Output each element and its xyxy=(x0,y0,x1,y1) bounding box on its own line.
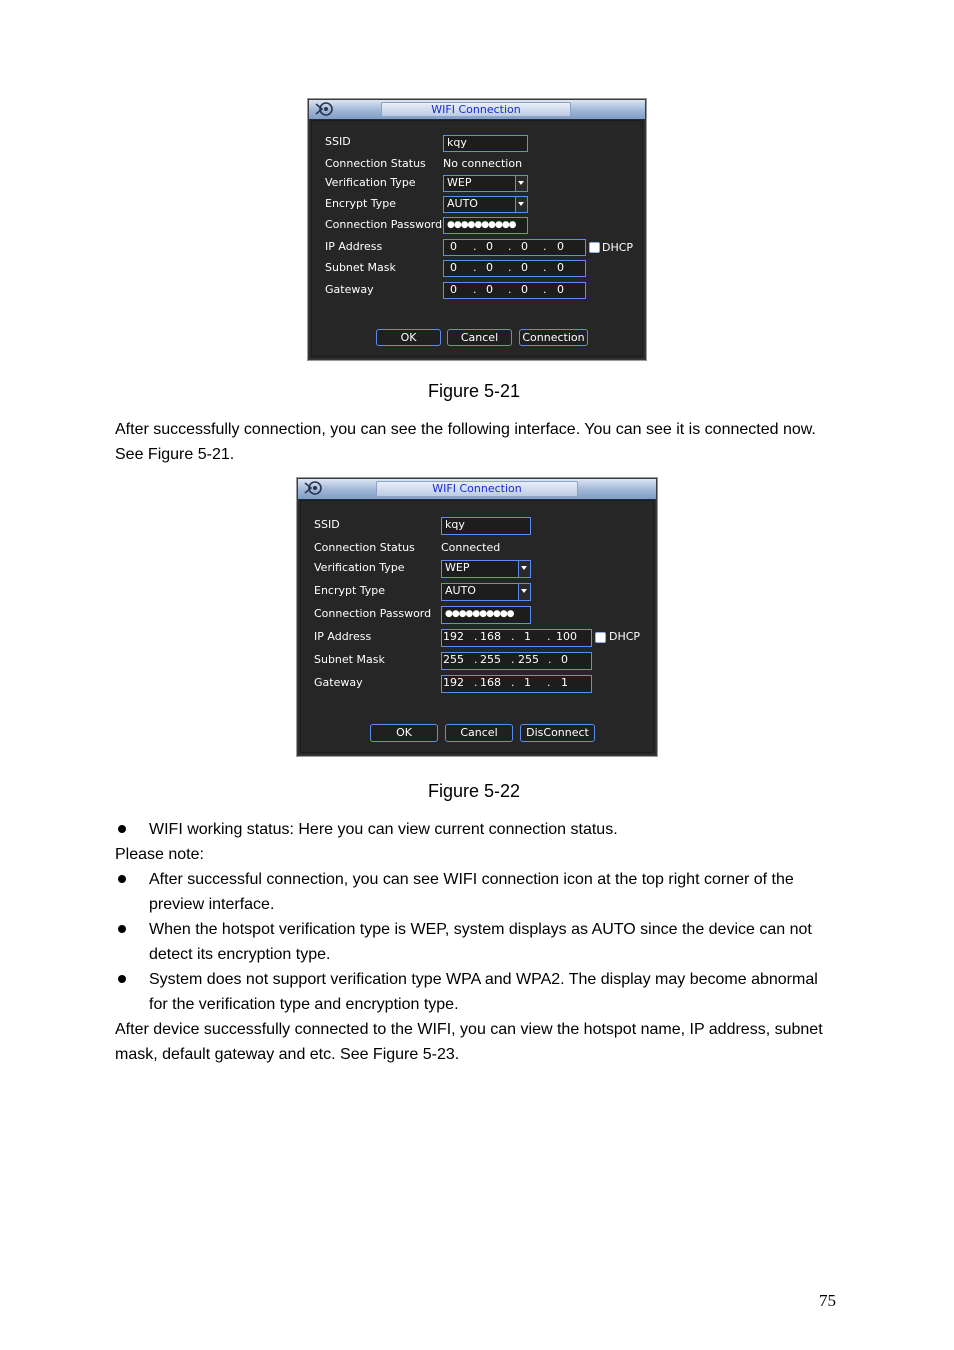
ssid-input[interactable]: kqy xyxy=(441,517,531,535)
mask-octet: 0 xyxy=(486,261,493,274)
connection-password-input[interactable]: ●●●●●●●●●● xyxy=(443,217,528,234)
connection-status-value: Connected xyxy=(441,541,501,554)
dialog-title: WIFI Connection xyxy=(381,102,571,117)
mask-separator: . xyxy=(508,261,512,274)
verification-type-select[interactable] xyxy=(441,560,531,578)
paragraph: After device successfully connected to the WIFI, you can view the hotspot name, IP address, subnet mask, default gateway and etc. See Figure 5-23. xyxy=(115,1021,823,1063)
dhcp-label: DHCP xyxy=(602,241,634,254)
connection-status-label: Connection Status xyxy=(314,541,415,554)
wifi-connection-dialog-connected xyxy=(297,478,657,756)
ssid-label: SSID xyxy=(325,135,351,148)
ssid-label: SSID xyxy=(314,518,340,531)
ip-octet: 168 xyxy=(480,630,501,643)
paragraph: After successfully connection, you can see the following interface. You can see it is connected now. See Figure 5-21. xyxy=(115,421,816,463)
mask-separator: . xyxy=(543,261,547,274)
dialog-title-bar xyxy=(309,100,645,120)
disconnect-button[interactable]: DisConnect xyxy=(520,724,595,742)
verification-type-label: Verification Type xyxy=(325,176,416,189)
encrypt-type-select[interactable] xyxy=(441,583,531,601)
cancel-button[interactable]: Cancel xyxy=(447,329,512,346)
ip-address-input[interactable] xyxy=(441,629,592,647)
mask-separator: . xyxy=(548,653,552,666)
chevron-down-icon xyxy=(515,197,527,212)
mask-octet: 255 xyxy=(443,653,464,666)
gateway-octet: 0 xyxy=(450,283,457,296)
gateway-input[interactable] xyxy=(441,675,592,693)
gateway-separator: . xyxy=(508,283,512,296)
verification-type-select[interactable] xyxy=(443,175,528,192)
mask-octet: 255 xyxy=(480,653,501,666)
mask-octet: 255 xyxy=(518,653,539,666)
gateway-separator: . xyxy=(511,676,515,689)
gateway-octet: 0 xyxy=(557,283,564,296)
gateway-label: Gateway xyxy=(314,676,363,689)
mask-separator: . xyxy=(473,261,477,274)
note-bullet-item: After successful connection, you can see WIFI connection icon at the top right corner of the preview interface. xyxy=(149,871,794,913)
bullet-item: WIFI working status: Here you can view current connection status. xyxy=(149,821,618,838)
ok-button[interactable]: OK xyxy=(370,724,438,742)
ip-octet: 0 xyxy=(557,240,564,253)
mask-separator: . xyxy=(474,653,478,666)
encrypt-type-select[interactable] xyxy=(443,196,528,213)
ip-separator: . xyxy=(547,630,551,643)
connection-button[interactable]: Connection xyxy=(519,329,588,346)
bullet-icon xyxy=(118,875,126,883)
connection-password-input[interactable]: ●●●●●●●●●● xyxy=(441,606,531,624)
subnet-mask-input[interactable] xyxy=(443,260,586,277)
gateway-label: Gateway xyxy=(325,283,374,296)
ip-separator: . xyxy=(511,630,515,643)
gateway-octet: 0 xyxy=(521,283,528,296)
subnet-mask-input[interactable] xyxy=(441,652,592,670)
encrypt-type-value: AUTO xyxy=(447,197,478,210)
bullet-icon xyxy=(118,975,126,983)
ip-address-label: IP Address xyxy=(325,240,383,253)
mask-octet: 0 xyxy=(557,261,564,274)
ip-octet: 192 xyxy=(443,630,464,643)
gateway-octet: 0 xyxy=(486,283,493,296)
encrypt-type-label: Encrypt Type xyxy=(325,197,397,210)
ip-octet: 100 xyxy=(556,630,577,643)
mask-separator: . xyxy=(511,653,515,666)
ip-separator: . xyxy=(543,240,547,253)
subnet-mask-label: Subnet Mask xyxy=(325,261,396,274)
gateway-separator: . xyxy=(547,676,551,689)
figure-caption: Figure 5-22 xyxy=(428,781,521,801)
ok-button[interactable]: OK xyxy=(376,329,441,346)
ip-octet: 0 xyxy=(521,240,528,253)
encrypt-type-value: AUTO xyxy=(445,584,476,597)
connection-status-value: No connection xyxy=(443,157,523,170)
chevron-down-icon xyxy=(518,561,530,577)
verification-type-value: WEP xyxy=(445,561,470,574)
dialog-body xyxy=(300,500,654,753)
ip-separator: . xyxy=(508,240,512,253)
connection-password-label: Connection Password xyxy=(314,607,432,620)
gateway-octet: 192 xyxy=(443,676,464,689)
mask-octet: 0 xyxy=(521,261,528,274)
gateway-input[interactable] xyxy=(443,282,586,299)
cancel-button[interactable]: Cancel xyxy=(445,724,513,742)
bullet-icon xyxy=(118,925,126,933)
bullet-icon xyxy=(118,825,126,833)
gateway-octet: 1 xyxy=(561,676,568,689)
gateway-separator: . xyxy=(473,283,477,296)
verification-type-value: WEP xyxy=(447,176,472,189)
app-logo-icon xyxy=(313,101,335,117)
dhcp-label: DHCP xyxy=(609,630,641,643)
dhcp-checkbox[interactable] xyxy=(589,242,600,253)
ip-octet: 0 xyxy=(450,240,457,253)
wifi-connection-dialog-disconnected xyxy=(308,99,646,360)
dialog-title: WIFI Connection xyxy=(376,481,578,497)
mask-octet: 0 xyxy=(450,261,457,274)
gateway-separator: . xyxy=(474,676,478,689)
mask-octet: 0 xyxy=(561,653,568,666)
dhcp-checkbox[interactable] xyxy=(595,632,606,643)
gateway-octet: 1 xyxy=(524,676,531,689)
ip-separator: . xyxy=(473,240,477,253)
dialog-title-bar xyxy=(298,479,656,500)
app-logo-icon xyxy=(302,480,324,496)
connection-password-label: Connection Password xyxy=(325,218,443,231)
ssid-input[interactable]: kqy xyxy=(443,135,528,152)
subnet-mask-label: Subnet Mask xyxy=(314,653,385,666)
encrypt-type-label: Encrypt Type xyxy=(314,584,386,597)
note-bullet-item: When the hotspot verification type is WEP, system displays as AUTO since the device can not detect its encryption type. xyxy=(149,921,812,963)
connection-status-label: Connection Status xyxy=(325,157,426,170)
ip-address-input[interactable] xyxy=(443,239,586,256)
note-bullet-item: System does not support verification type WPA and WPA2. The display may become abnormal for the verification type and encryption type. xyxy=(149,971,818,1013)
ip-separator: . xyxy=(474,630,478,643)
page-number: 75 xyxy=(819,1291,836,1310)
figure-caption: Figure 5-21 xyxy=(428,381,521,401)
ip-octet: 1 xyxy=(524,630,531,643)
verification-type-label: Verification Type xyxy=(314,561,405,574)
ip-octet: 0 xyxy=(486,240,493,253)
gateway-separator: . xyxy=(543,283,547,296)
gateway-octet: 168 xyxy=(480,676,501,689)
ip-address-label: IP Address xyxy=(314,630,372,643)
please-note: Please note: xyxy=(115,846,204,863)
chevron-down-icon xyxy=(518,584,530,600)
chevron-down-icon xyxy=(515,176,527,191)
